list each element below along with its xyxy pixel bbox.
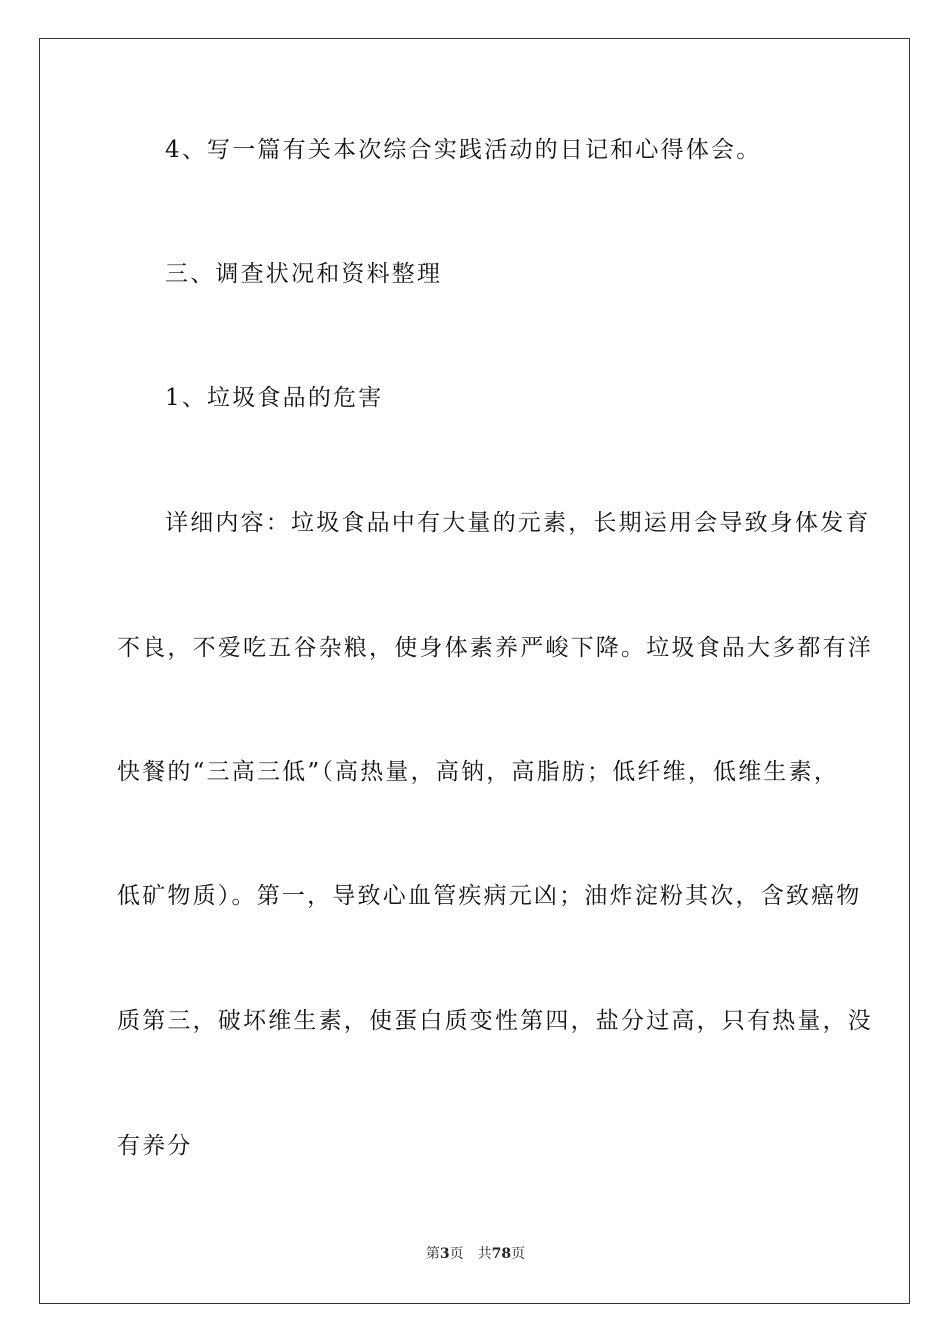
body-line: 快餐的“三高三低”（高热量，高钠，高脂肪；低纤维，低维生素， [117, 759, 840, 785]
footer-prefix: 第 [425, 1246, 440, 1262]
footer-suffix: 页 [511, 1246, 526, 1262]
section-heading-3: 三、调查状况和资料整理 [165, 261, 443, 287]
subheading-1: 1、垃圾食品的危害 [165, 385, 384, 411]
body-line: 详细内容：垃圾食品中有大量的元素，长期运用会导致身体发育 [165, 510, 871, 536]
current-page-number: 3 [439, 1246, 450, 1262]
body-line: 有养分 [117, 1133, 193, 1159]
body-line: 质第三，破坏维生素，使蛋白质变性第四，盐分过高，只有热量，没 [117, 1008, 873, 1034]
page-frame [39, 38, 910, 1304]
body-line: 低矿物质）。第一，导致心血管疾病元凶；油炸淀粉其次，含致癌物 [117, 883, 862, 909]
footer-middle: 页 共 [449, 1246, 492, 1262]
paragraph-item-4: 4、写一篇有关本次综合实践活动的日记和心得体会。 [165, 137, 762, 163]
body-line: 不良，不爱吃五谷杂粮，使身体素养严峻下降。垃圾食品大多都有洋 [117, 635, 873, 661]
page-footer [40, 1245, 911, 1263]
total-pages-number: 78 [491, 1246, 512, 1262]
